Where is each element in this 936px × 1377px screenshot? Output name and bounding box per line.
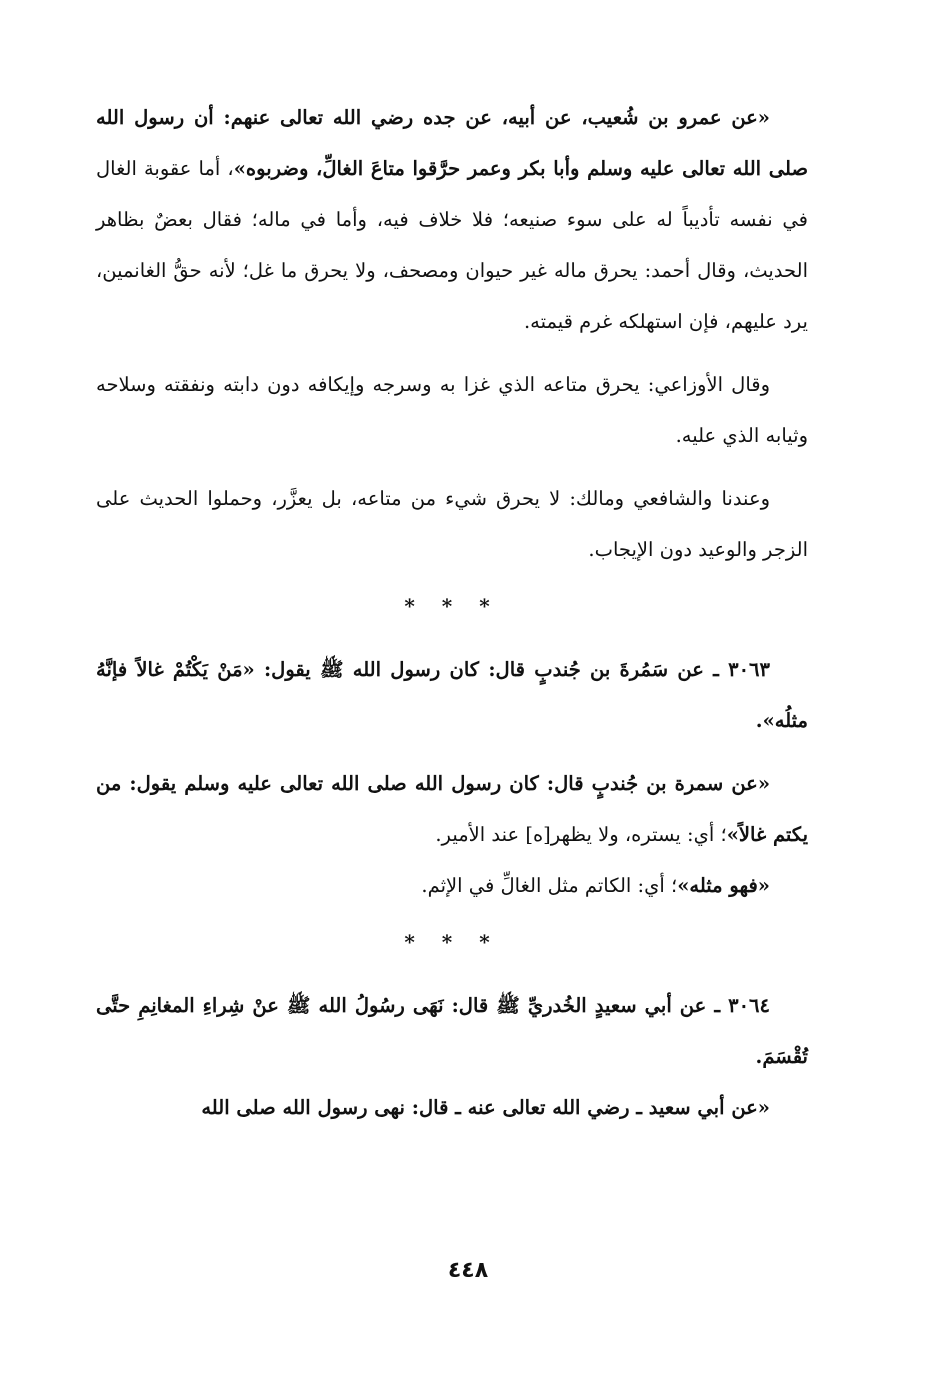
hadith-3063: ٣٠٦٣ ـ عن سَمُرةَ بن جُندبٍ قال: كان رسول الله ﷺ يقول: «مَنْ يَكْتُمْ غالاً فإنَّهُ مثلُه». (96, 658, 808, 732)
hadith-quote: «عن عمرو بن شُعيب، عن أبيه، عن جده رضي الله تعالى عنهم: أن رسول الله صلى الله تعالى عليه وسلم وأبا بكر وعمر حرَّقوا متاعَ الغالِّ، وضربوه» (96, 106, 809, 180)
page-number: ٤٤٨ (447, 1258, 489, 1283)
hadith-quote: «عن سمرة بن جُندبٍ قال: كان رسول الله صلى الله تعالى عليه وسلم يقول: من يكتم غالاً» (96, 772, 808, 846)
paragraph-commentary-3063-b (96, 860, 808, 911)
hadith-quote: «فهو مثله» (677, 874, 770, 897)
paragraph-commentary-1 (96, 92, 808, 347)
commentary-text: ؛ أي: يستره، ولا يظهر[ه] عند الأمير. (435, 823, 727, 846)
commentary-text: ، أما عقوبة الغال في نفسه تأديباً له على سوء صنيعه؛ فلا خلاف فيه، وأما في ماله؛ فقال بعضٌ بظاهر الحديث، وقال أحمد: يحرق ماله غير حيوان ومصحف، ولا يحرق ما غل؛ لأنه حقُّ الغانمين، يرد عليهم، فإن استهلكه غرم قيمته. (96, 157, 808, 333)
paragraph-commentary-3063 (96, 758, 808, 860)
section-divider: * * * (404, 930, 500, 954)
hadith-3064: ٣٠٦٤ ـ عن أبي سعيدٍ الخُدريِّ ﷺ قال: نَهَى رسُولُ الله ﷺ عنْ شِراءِ المغانِمِ حتَّى تُقْسَمَ. (96, 994, 808, 1068)
section-divider: * * * (404, 594, 500, 618)
paragraph-shafii-malik: وعندنا والشافعي ومالك: لا يحرق شيء من متاعه، بل يعزَّر، وحملوا الحديث على الزجر والوعيد دون الإيجاب. (96, 487, 808, 561)
commentary-text: ؛ أي: الكاتم مثل الغالِّ في الإثم. (421, 874, 678, 897)
paragraph-awzai: وقال الأوزاعي: يحرق متاعه الذي غزا به وسرجه وإيكافه دون دابته ونفقته وسلاحه وثيابه الذي عليه. (96, 373, 808, 447)
paragraph-commentary-3064: «عن أبي سعيد ـ رضي الله تعالى عنه ـ قال: نهى رسول الله صلى الله (201, 1096, 770, 1119)
page-body (96, 92, 808, 1377)
